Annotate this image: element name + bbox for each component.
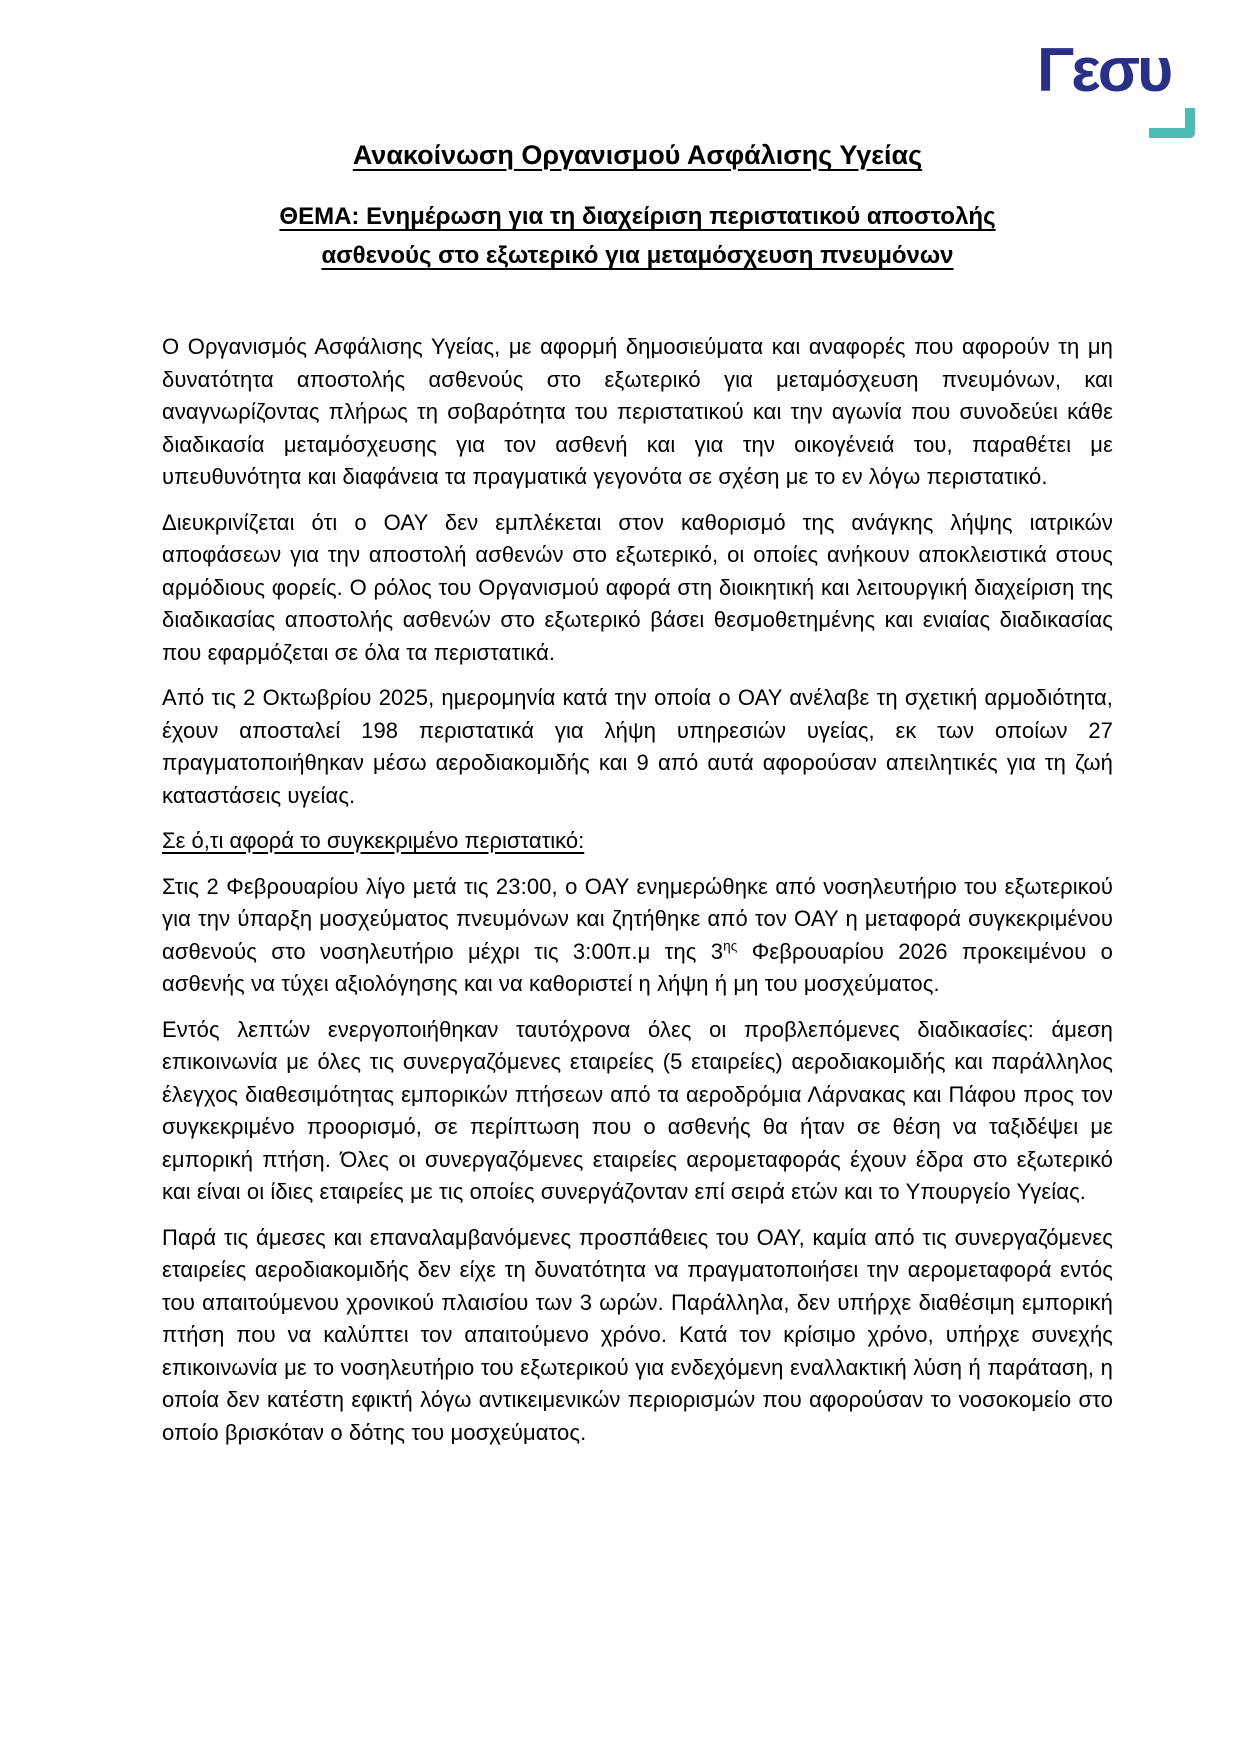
paragraph-procedures-activated: Εντός λεπτών ενεργοποιήθηκαν ταυτόχρονα όλες οι προβλεπόμενες διαδικασίες: άμεση επικοινωνία με όλες τις συνεργαζόμενες εταιρείες (5 εταιρείες) αεροδιακομιδής και παράλληλος έλεγχος διαθεσιμότητας εμπορικών πτήσεων από τα αεροδρόμια Λάρνακας και Πάφου προς τον συγκεκριμένο προορισμό, σε περίπτωση που ο ασθενής θα ήταν σε θέση να ταξιδέψει με εμπορική πτήση. Όλες οι συνεργαζόμενες εταιρείες αερομεταφοράς έχουν έδρα στο εξωτερικό και είναι οι ίδιες εταιρείες με τις οποίες συνεργάζονταν επί σειρά ετών και το Υπουργείο Υγείας. — [162, 1016, 1113, 1204]
gesy-logo — [1037, 36, 1189, 140]
paragraph-statistics: Από τις 2 Οκτωβρίου 2025, ημερομηνία κατά την οποία ο ΟΑΥ ανέλαβε τη σχετική αρμοδιότητα, έχουν αποσταλεί 198 περιστατικά για λήψη υπηρεσιών υγείας, εκ των οποίων 27 πραγματοποιήθηκαν μέσω αεροδιακομιδής και 9 από αυτά αφορούσαν απειλητικές για τη ζωή καταστάσεις υγείας. — [162, 685, 1113, 808]
paragraph-intro: Ο Οργανισμός Ασφάλισης Υγείας, με αφορμή δημοσιεύματα και αναφορές που αφορούν τη μη δυνατότητα αποστολής ασθενούς στο εξωτερικό για μεταμόσχευση πνευμόνων, και αναγνωρίζοντας πλήρως τη σοβαρότητα του περιστατικού και την αγωνία που συνοδεύει κάθε διαδικασία μεταμόσχευσης για τον ασθενή και για την οικογένειά του, παραθέτει με υπευθυνότητα και διαφάνεια τα πραγματικά γεγονότα σε σχέση με το εν λόγω περιστατικό. — [162, 334, 1113, 489]
incident-timeline-text-start: Στις 2 Φεβρουαρίου λίγο μετά τις 23:00, ο ΟΑΥ ενημερώθηκε από νοσηλευτήριο του εξωτερικού για την ύπαρξη μοσχεύματος πνευμόνων και ζητήθηκε από τον ΟΑΥ η μεταφορά συγκεκριμένου ασθενούς στο νοσηλευτήριο μέχρι τις 3:00π.μ της 3 — [162, 873, 1113, 964]
subject-heading — [162, 197, 1113, 275]
paragraph-incident-timeline — [162, 871, 1113, 1001]
incident-timeline-text-end: Φεβρουαρίου 2026 προκειμένου ο ασθενής να τύχει αξιολόγησης και να καθοριστεί η λήψη ή μη του μοσχεύματος. — [162, 938, 1113, 996]
gesy-logo-text: Γεσυ — [1037, 36, 1171, 105]
page-title: Ανακοίνωση Οργανισμού Ασφάλισης Υγείας — [352, 140, 923, 170]
gesy-logo-corner-bracket-icon — [1149, 108, 1195, 138]
section-header-specific-incident: Σε ό,τι αφορά το συγκεκριμένο περιστατικό: — [162, 828, 585, 853]
subject-line-2: ασθενούς στο εξωτερικό για μεταμόσχευση πνευμόνων — [321, 242, 954, 269]
paragraph-outcome: Παρά τις άμεσες και επαναλαμβανόμενες προσπάθειες του ΟΑΥ, καμία από τις συνεργαζόμενες εταιρείες αεροδιακομιδής δεν είχε τη δυνατότητα να πραγματοποιήσει την αερομεταφορά εντός του απαιτούμενου χρονικού πλαισίου των 3 ωρών. Παράλληλα, δεν υπήρχε διαθέσιμη εμπορική πτήση που να καλύπτει τον απαιτούμενο χρόνο. Κατά τον κρίσιμο χρόνο, υπήρχε συνεχής επικοινωνία με το νοσηλευτήριο του εξωτερικού για ενδεχόμενη εναλλακτική λύση ή παράταση, η οποία δεν κατέστη εφικτή λόγω αντικειμενικών περιορισμών που αφορούσαν το νοσοκομείο στο οποίο βρισκόταν ο δότης του μοσχεύματος. — [162, 1224, 1113, 1445]
ordinal-superscript: ης — [723, 938, 738, 954]
paragraph-role-clarification: Διευκρινίζεται ότι ο ΟΑΥ δεν εμπλέκεται στον καθορισμό της ανάγκης λήψης ιατρικών αποφάσεων για την αποστολή ασθενών στο εξωτερικό, οι οποίες ανήκουν αποκλειστικά στους αρμόδιους φορείς. Ο ρόλος του Οργανισμού αφορά στη διοικητική και λειτουργική διαχείριση της διαδικασίας αποστολής ασθενών στο εξωτερικό βάσει θεσμοθετημένης και ενιαίας διαδικασίας που εφαρμόζεται σε όλα τα περιστατικά. — [162, 509, 1113, 665]
subject-line-1: ΘΕΜΑ: Ενημέρωση για τη διαχείριση περιστατικού αποστολής — [279, 203, 996, 230]
